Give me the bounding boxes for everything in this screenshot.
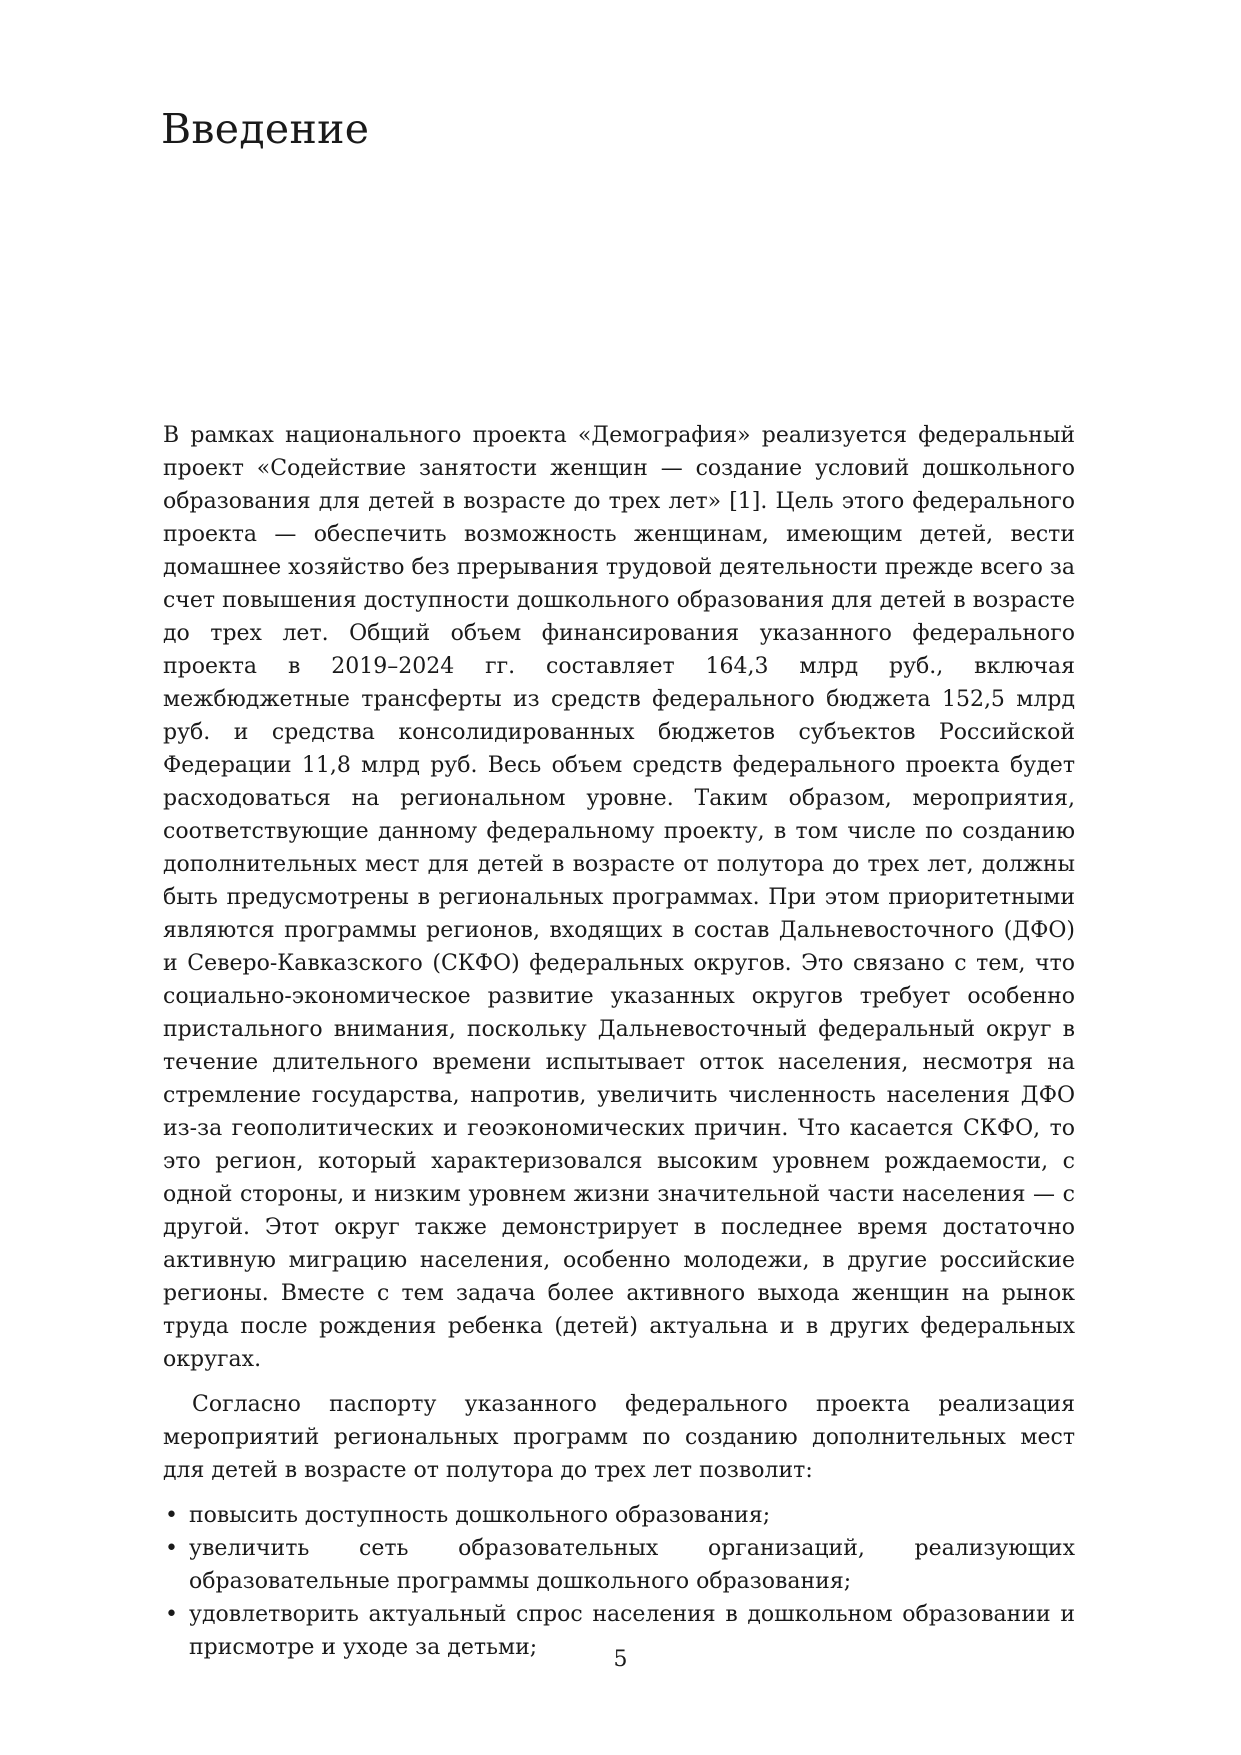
- chapter-title: Введение: [161, 105, 370, 153]
- bullet-icon: •: [165, 1503, 178, 1528]
- list-item: [163, 1532, 1075, 1598]
- page-number: 5: [613, 1647, 628, 1672]
- bullet-list: [163, 1499, 1075, 1664]
- list-item-text: увеличить сеть образовательных организаций, реализующих образовательные программы дошкольного образования;: [189, 1536, 1075, 1594]
- list-item-text: удовлетворить актуальный спрос населения в дошкольном образовании и присмотре и уходе за детьми;: [189, 1602, 1075, 1660]
- paragraph-passport: Согласно паспорту указанного федерального проекта реализация мероприятий региональных программ по созданию дополнительных мест для детей в возрасте от полутора до трех лет позволит:: [163, 1392, 1075, 1483]
- list-item-text: повысить доступность дошкольного образования;: [189, 1503, 771, 1528]
- paragraph-intro: В рамках национального проекта «Демография» реализуется федеральный проект «Содействие занятости женщин — создание условий дошкольного образования для детей в возрасте до трех лет» [1]. Цель этого федерального проекта — обеспечить возможность женщинам, имеющим детей, вести домашнее хозяйство без прерывания трудовой деятельности прежде всего за счет повышения доступности дошкольного образования для детей в возрасте до трех лет. Общий объем финансирования указанного федерального проекта в 2019–2024 гг. составляет 164,3 млрд руб., включая межбюджетные трансферты из средств федерального бюджета 152,5 млрд руб. и средства консолидированных бюджетов субъектов Российской Федерации 11,8 млрд руб. Весь объем средств федерального проекта будет расходоваться на региональном уровне. Таким образом, мероприятия, соответствующие данному федеральному проекту, в том числе по созданию дополнительных мест для детей в возрасте от полутора до трех лет, должны быть предусмотрены в региональных программах. При этом приоритетными являются программы регионов, входящих в состав Дальневосточного (ДФО) и Северо-Кавказского (СКФО) федеральных округов. Это связано с тем, что социально-экономическое развитие указанных округов требует особенно пристального внимания, поскольку Дальневосточный федеральный округ в течение длительного времени испытывает отток населения, несмотря на стремление государства, напротив, увеличить численность населения ДФО из-за геополитических и геоэкономических причин. Что касается СКФО, то это регион, который характеризовался высоким уровнем рождаемости, с одной стороны, и низким уровнем жизни значительной части населения — с другой. Этот округ также демонстрирует в последнее время достаточно активную миграцию населения, особенно молодежи, в другие российские регионы. Вместе с тем задача более активного выхода женщин на рынок труда после рождения ребенка (детей) актуальна и в других федеральных округах.: [163, 423, 1075, 1372]
- body-text: [163, 419, 1075, 1664]
- list-item: [163, 1499, 1075, 1532]
- bullet-icon: •: [165, 1536, 178, 1561]
- bullet-icon: •: [165, 1602, 178, 1627]
